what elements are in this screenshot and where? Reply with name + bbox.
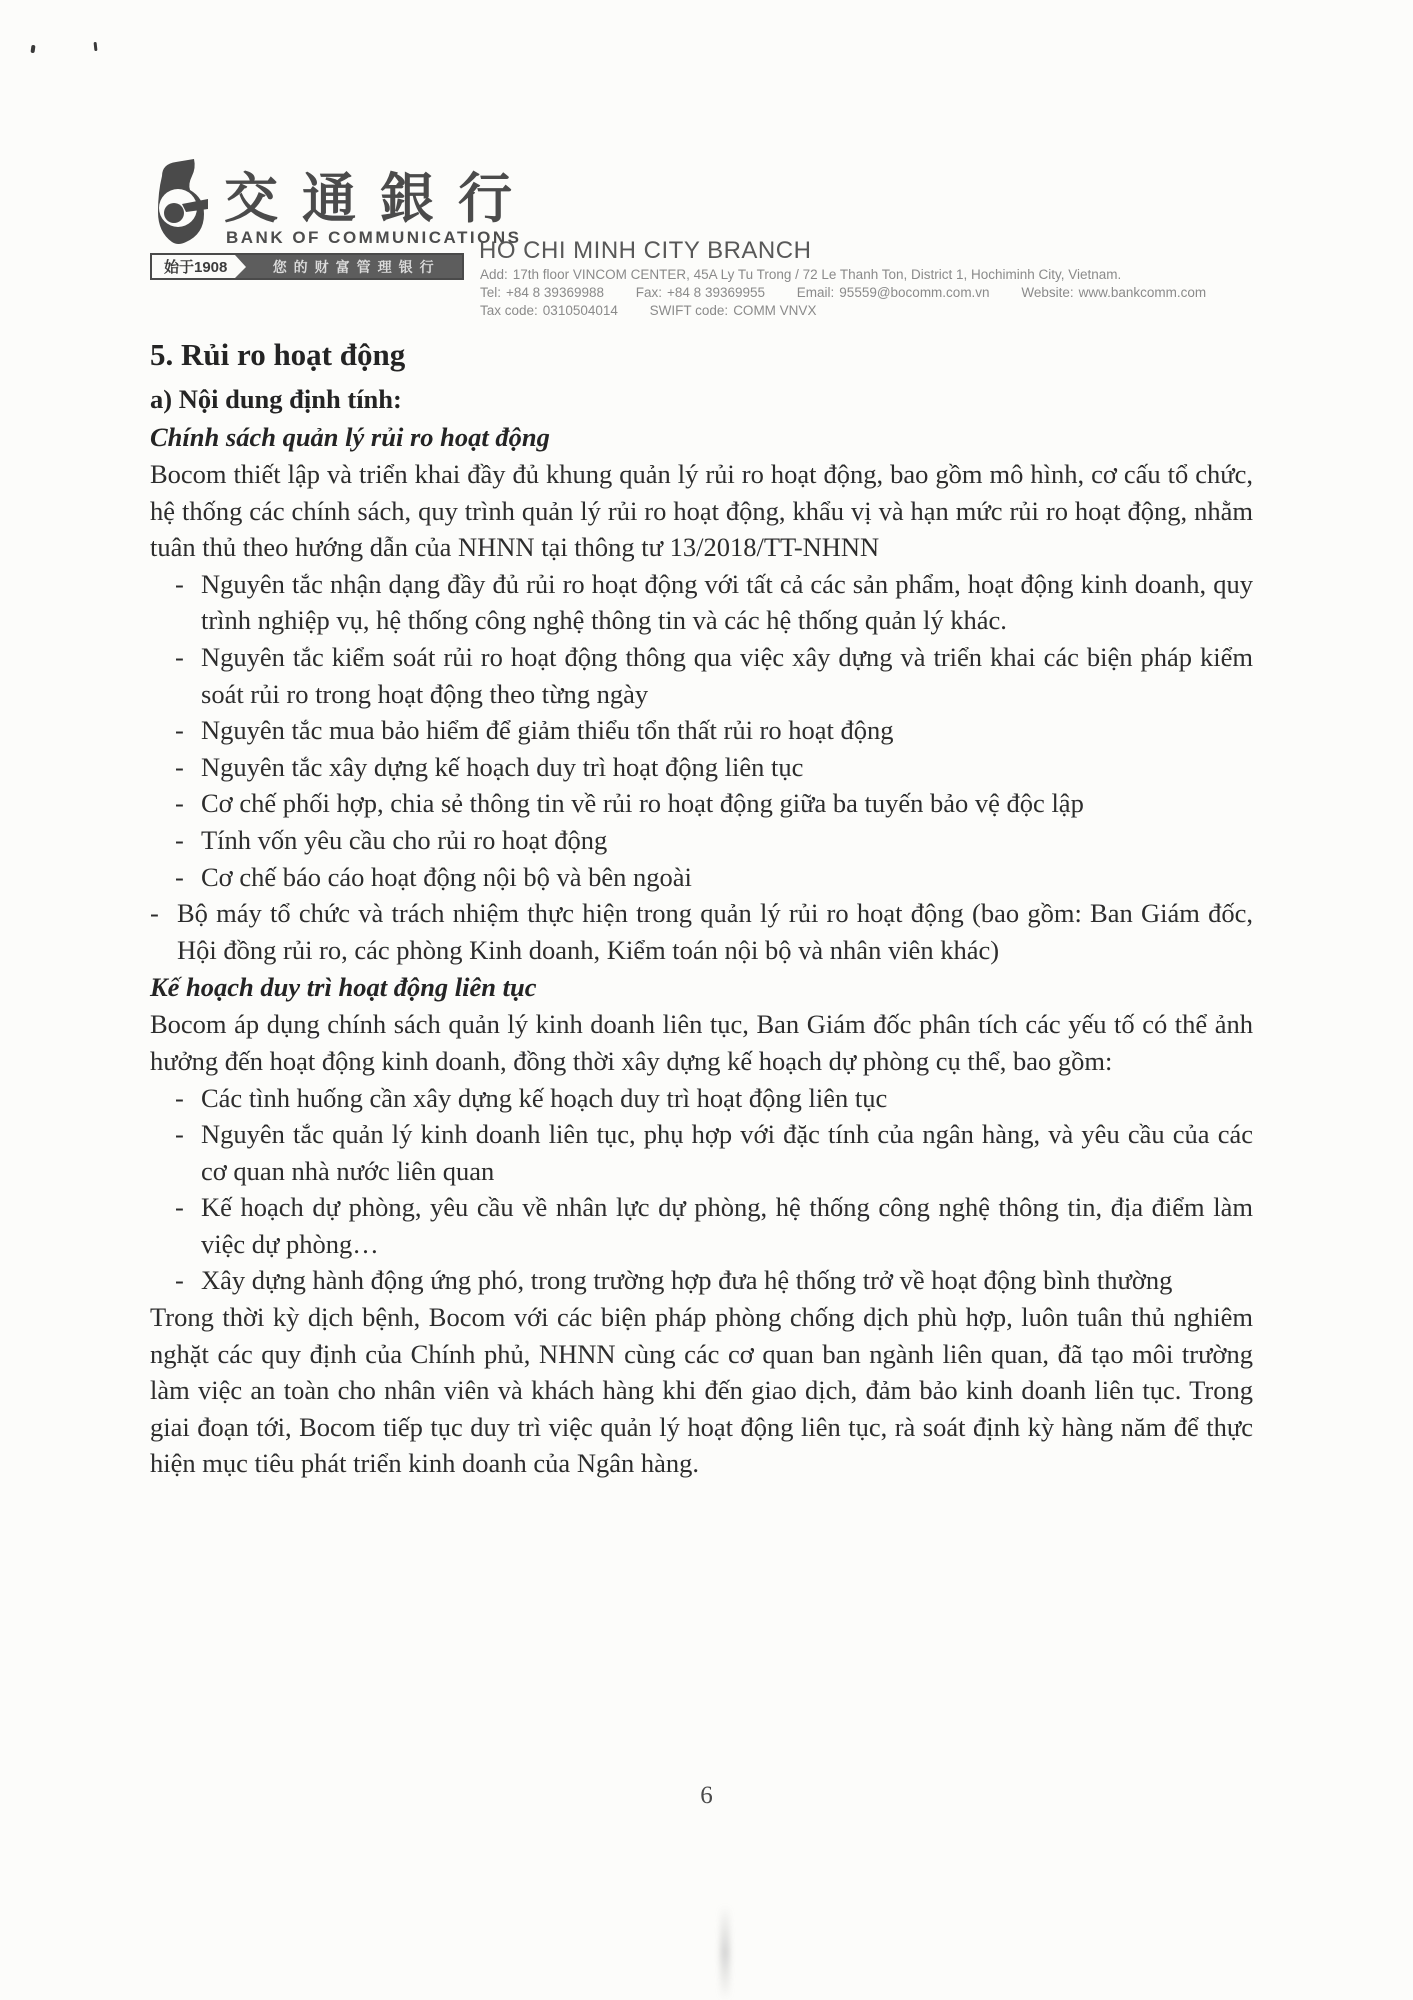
bullet-dash: - [175, 861, 184, 892]
tax-swift-line [480, 303, 816, 318]
continuity-intro-paragraph: Bocom áp dụng chính sách quản lý kinh doanh liên tục, Ban Giám đốc phân tích các yếu tố có thể ảnh hưởng đến hoạt động kinh doanh, đồng thời xây dựng kế hoạch dự phòng cụ thể, bao gồm: [150, 1009, 1253, 1076]
banner-since-1908: 始于1908 [152, 255, 235, 278]
bullet-dash: - [175, 1265, 184, 1296]
bank-logo-icon [150, 152, 208, 252]
list-item-text: Nguyên tắc kiểm soát rủi ro hoạt động thông qua việc xây dựng và triển khai các biện pháp kiểm soát rủi ro trong hoạt động theo từng ngày [201, 641, 1253, 709]
closing-paragraph: Trong thời kỳ dịch bệnh, Bocom với các biện pháp phòng chống dịch phù hợp, luôn tuân thủ nghiêm nghặt các quy định của Chính phủ, NHNN cùng các cơ quan ban ngành liên quan, đã tạo môi trường làm việc an toàn cho nhân viên và khách hàng khi đến giao dịch, đảm bảo kinh doanh liên tục. Trong giai đoạn tới, Bocom tiếp tục duy trì việc quản lý hoạt động liên tục, rà soát định kỳ hàng năm để thực hiện mục tiêu phát triển kinh doanh của Ngân hàng. [150, 1302, 1253, 1479]
fax-value: +84 8 39369955 [667, 285, 766, 300]
list-item-text: Kế hoạch dự phòng, yêu cầu về nhân lực dự phòng, hệ thống công nghệ thông tin, địa điểm làm việc dự phòng… [201, 1192, 1253, 1259]
website-label: Website: [1021, 285, 1074, 300]
email-value: 95559@bocomm.com.vn [839, 285, 990, 300]
section-heading: 5. Rủi ro hoạt động [150, 337, 406, 372]
list-item-text: Nguyên tắc mua bảo hiểm để giảm thiểu tổn thất rủi ro hoạt động [201, 715, 894, 746]
banner-slogan: 您的财富管理银行 [272, 259, 441, 276]
contact-line [480, 285, 1206, 300]
subsection-heading: a) Nội dung định tính: [150, 384, 402, 414]
website-value: www.bankcomm.com [1078, 285, 1207, 300]
tel-label: Tel: [480, 285, 502, 300]
bullet-dash: - [175, 788, 184, 819]
list-item-text: Cơ chế báo cáo hoạt động nội bộ và bên ngoài [201, 861, 692, 892]
swift-code-value: COMM VNVX [733, 303, 817, 318]
bank-name-chinese: 交通銀行 [224, 167, 536, 230]
list-item-text: Xây dựng hành động ứng phó, trong trường hợp đưa hệ thống trở về hoạt động bình thường [201, 1265, 1173, 1296]
scan-speckle [30, 45, 35, 53]
list-item-text: Nguyên tắc nhận dạng đầy đủ rủi ro hoạt động với tất cả các sản phẩm, hoạt động kinh doanh, quy trình nghiệp vụ, hệ thống công nghệ thông tin và các hệ thống quản lý khác. [201, 568, 1253, 636]
list-item [150, 1262, 1253, 1299]
list-item [150, 859, 1253, 896]
bullet-dash: - [150, 898, 159, 929]
bullet-dash: - [175, 824, 184, 855]
bank-name-english: BANK OF COMMUNICATIONS [226, 228, 522, 247]
list-item-text: Nguyên tắc xây dựng kế hoạch duy trì hoạt động liên tục [201, 751, 804, 782]
bullet-dash: - [175, 1119, 184, 1150]
continuity-heading: Kế hoạch duy trì hoạt động liên tục [150, 972, 537, 1003]
tax-code-label: Tax code: [480, 303, 538, 318]
list-item [150, 639, 1253, 712]
bullet-dash: - [175, 641, 184, 672]
list-item-text: Bộ máy tổ chức và trách nhiệm thực hiện trong quản lý rủi ro hoạt động (bao gồm: Ban Giám đốc, Hội đồng rủi ro, các phòng Kinh doanh, Kiểm toán nội bộ và nhân viên khác) [177, 898, 1253, 965]
fax-label: Fax: [635, 285, 663, 300]
list-item-text: Các tình huống cần xây dựng kế hoạch duy trì hoạt động liên tục [201, 1082, 888, 1113]
list-item-text: Nguyên tắc quản lý kinh doanh liên tục, phụ hợp với đặc tính của ngân hàng, và yêu cầu của các cơ quan nhà nước liên quan [201, 1119, 1253, 1186]
policy-heading: Chính sách quản lý rủi ro hoạt động [150, 422, 550, 452]
list-item [150, 785, 1253, 822]
address-line [480, 267, 1121, 282]
bullet-dash: - [175, 715, 184, 746]
list-item [150, 749, 1253, 786]
policy-intro-paragraph: Bocom thiết lập và triển khai đầy đủ khung quản lý rủi ro hoạt động, bao gồm mô hình, cơ cấu tổ chức, hệ thống các chính sách, quy trình quản lý rủi ro hoạt động, khẩu vị và hạn mức rủi ro hoạt động, nhằm tuân thủ theo hướng dẫn của NHNN tại thông tư 13/2018/TT-NHNN [150, 459, 1253, 563]
list-item [150, 566, 1253, 639]
list-item-text: Tính vốn yêu cầu cho rủi ro hoạt động [201, 824, 608, 855]
list-item [150, 712, 1253, 749]
list-item [150, 1080, 1253, 1117]
address-label: Add: [480, 267, 508, 282]
page-number: 6 [700, 1782, 713, 1809]
list-item-text: Cơ chế phối hợp, chia sẻ thông tin về rủi ro hoạt động giữa ba tuyến bảo vệ độc lập [201, 788, 1084, 819]
list-item [150, 1116, 1253, 1189]
bullet-dash: - [175, 1192, 184, 1223]
email-label: Email: [796, 285, 835, 300]
list-item [150, 822, 1253, 859]
bullet-dash: - [175, 568, 184, 599]
tax-code-value: 0310504014 [542, 303, 618, 318]
tel-value: +84 8 39369988 [506, 285, 604, 300]
scan-speckle [94, 42, 98, 51]
list-item [150, 1189, 1253, 1262]
branch-title: HO CHI MINH CITY BRANCH [479, 237, 812, 264]
document-body [150, 334, 1253, 1482]
swift-code-label: SWIFT code: [649, 303, 729, 318]
list-item-organization [150, 895, 1253, 968]
bullet-dash: - [175, 751, 184, 782]
brand-banner [150, 253, 464, 280]
scan-smudge [720, 1905, 730, 2000]
address-value: 17th floor VINCOM CENTER, 45A Ly Tu Trong / 72 Le Thanh Ton, District 1, Hochiminh City, Vietnam. [512, 267, 1122, 282]
bullet-dash: - [175, 1082, 184, 1113]
